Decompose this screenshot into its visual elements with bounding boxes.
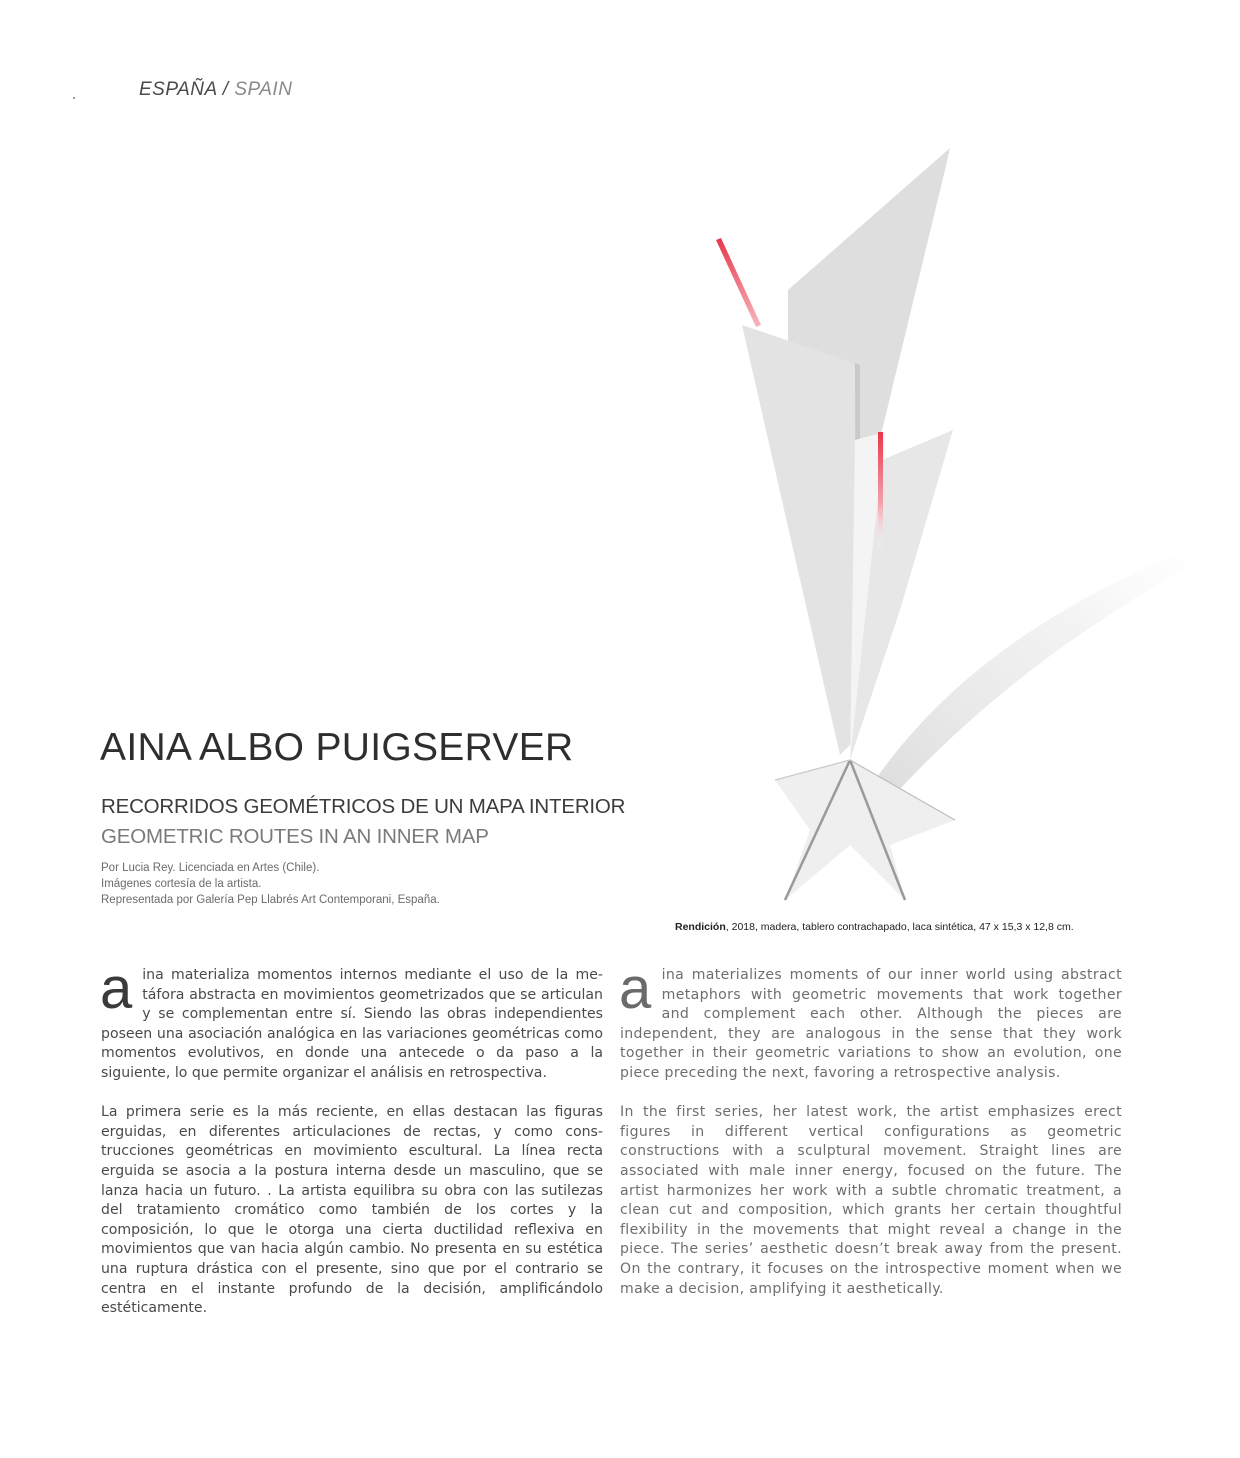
subtitle-spanish: RECORRIDOS GEOMÉTRICOS DE UN MAPA INTERIOR (101, 795, 626, 818)
body-column-english (619, 956, 1122, 1319)
credit-gallery: Representada por Galería Pep Llabrés Art Contemporani, España. (101, 894, 440, 906)
sculpture-illustration (660, 140, 1240, 910)
caption-details: , 2018, madera, tablero contrachapado, laca sintética, 47 x 15,3 x 12,8 cm. (725, 921, 1074, 933)
section-label-es: ESPAÑA (139, 79, 217, 100)
caption-title: Rendición (675, 921, 726, 933)
artwork-caption (675, 921, 1074, 933)
paragraph-es-2: La primera serie es la más reciente, en ellas destacan las figuras erguidas, en diferentes articulaciones de rectas, y como construcciones geométricas en movimiento escultural. La línea recta erguida se asocia a la postura interna desde un masculino, que se lanza hacia un futuro. . La artista equilibra su obra con las sutilezas del tratamiento cromático como también de los cortes y la composición, lo que le otorga una cierta ductilidad reflexiva en movimientos que van hacia algún cambio. No presenta en su estética una ruptura drástica con el presente, sino que por el contrario se centra en el instante profundo de la decisión, amplificándolo estéticamente. (101, 1104, 603, 1317)
section-separator: / (216, 79, 235, 100)
body-column-spanish (100, 956, 603, 1338)
artwork-image (660, 140, 1240, 910)
subtitle-english: GEOMETRIC ROUTES IN AN INNER MAP (101, 825, 489, 848)
paragraph-text: ina materializes moments of our inner world using abstract metaphors with geometric movements that work together and complement each other. Although the pieces are independent, they are analogous in the sense that they work together in their geometric variations to show an evolution, one piece preceding the next, favoring a retrospective analysis. (620, 967, 1122, 1081)
paragraph-en-2: In the first series, her latest work, the artist emphasizes erect figures in different vertical configurations as geometric constructions with a sculptural movement. Straight lines are associated with male inner energy, focused on the future. The artist harmonizes her work with a subtle chromatic treatment, a clean cut and composition, which grants her certain thoughtful flexibility in the movements that might reveal a change in the piece. The series’ aesthetic doesn’t break away from the present. On the contrary, it focuses on the introspective moment when we make a decision, amplifying it aesthetically. (620, 1104, 1122, 1297)
credit-author: Por Lucia Rey. Licenciada en Artes (Chile). (101, 862, 320, 874)
drop-cap: a (100, 956, 133, 1021)
paragraph-text: ina materializa momentos internos mediante el uso de la metáfora abstracta en movimientos geometrizados que se articulan y se complementan entre sí. Siendo las obras independientes poseen una asociación analógica en las variaciones geométricas como momentos evolutivos, en donde una antecede o da paso a la siguiente, lo que permite organizar el análisis en retrospectiva. (101, 967, 603, 1081)
section-label-en: SPAIN (234, 79, 293, 100)
artist-name: AINA ALBO PUIGSERVER (100, 726, 574, 769)
drop-cap: a (619, 956, 652, 1021)
paragraph-en-1 (619, 956, 1122, 1084)
page-mark (73, 97, 75, 99)
section-label (139, 79, 292, 101)
credit-images: Imágenes cortesía de la artista. (101, 878, 262, 890)
article-credits (101, 860, 440, 908)
paragraph-es-1 (100, 956, 603, 1084)
